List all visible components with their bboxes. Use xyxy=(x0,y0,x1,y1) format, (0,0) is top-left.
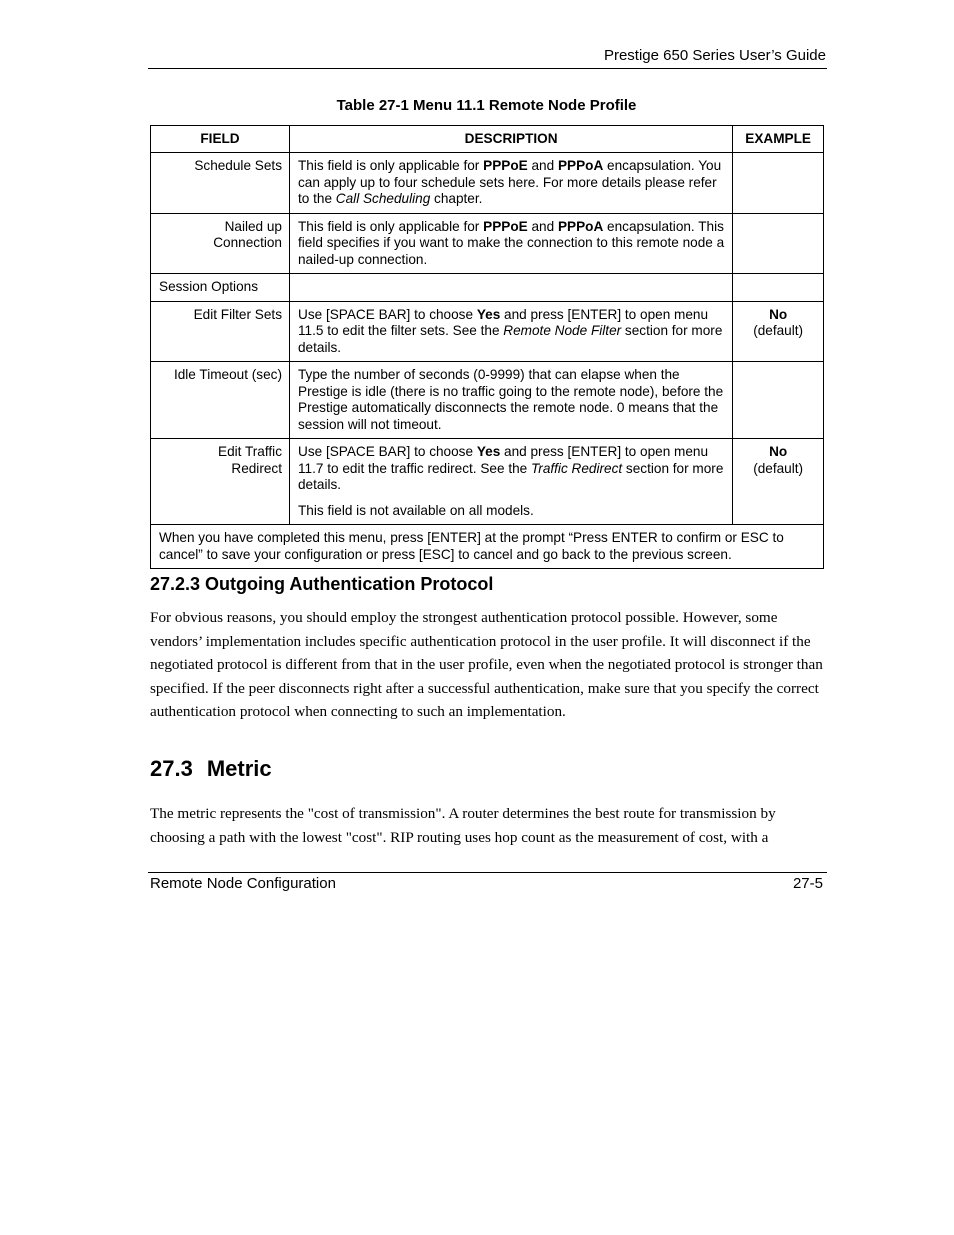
section-paragraph-metric: The metric represents the "cost of transmission". A router determines the best route for transmission by choosing a path with the lowest "cost". RIP routing uses hop count as the measurement of cost, with a xyxy=(150,805,776,846)
table-row xyxy=(151,213,824,274)
example-note: (default) xyxy=(753,460,804,476)
remote-node-profile-table xyxy=(150,125,824,569)
footer-page-number: 27-5 xyxy=(792,875,823,892)
table-footer-note: When you have completed this menu, press [ENTER] at the prompt “Press ENTER to confirm or ESC to cancel” to save your configuration or press [ESC] to cancel and go back to the previous screen. xyxy=(151,525,824,569)
desc-text: encapsulation. You can apply up to four schedule sets here. For more details please refer to the xyxy=(298,158,722,206)
field-cell xyxy=(151,274,290,302)
desc-text: encapsulation. This field specifies if you want to make the connection to this remote node a nailed-up connection. xyxy=(298,218,725,267)
field-label: Schedule Sets xyxy=(194,158,282,173)
description-cell xyxy=(290,362,733,439)
footer-divider xyxy=(148,872,827,873)
table-row xyxy=(151,274,824,302)
field-cell xyxy=(151,213,290,274)
field-cell xyxy=(151,301,290,362)
section-paragraph-outgoing-auth: For obvious reasons, you should employ the strongest authentication protocol possible. However, some vendors’ implementation includes specific authentication protocol in the user profile. It will disconnect if the negotiated protocol is different from that in the user profile, even when the negotiated protocol is stronger than specified. If the peer disconnects right after a successful authentication, make sure that you specify the correct authentication protocol when connecting to such an implementation. xyxy=(150,609,823,720)
example-cell xyxy=(733,301,824,362)
desc-bold: PPPoE xyxy=(483,158,528,173)
desc-text: This field is only applicable for xyxy=(298,218,484,234)
desc-text: and press [ENTER] to open menu 11.7 to edit the traffic redirect. See the xyxy=(298,444,709,476)
column-header-example: EXAMPLE xyxy=(733,126,824,153)
header-divider xyxy=(148,68,827,69)
field-label: Connection xyxy=(213,235,282,250)
running-header: Prestige 650 Series User’s Guide xyxy=(603,47,826,64)
desc-text: Type the number of seconds (0-9999) that can elapse when the Prestige is idle (there is no traffic going to the remote node), before the Prestige automatically disconnects the remote node. 0 means that the session will not timeout. xyxy=(298,367,724,432)
field-label: Redirect xyxy=(231,460,282,476)
table-row xyxy=(151,362,824,439)
field-cell xyxy=(151,439,290,525)
field-label: Edit Filter Sets xyxy=(193,306,282,322)
section-heading-outgoing-auth: 27.2.3 Outgoing Authentication Protocol xyxy=(150,574,494,594)
desc-text: and press [ENTER] to open menu 11.5 to edit the filter sets. See the xyxy=(298,306,709,338)
desc-italic: Remote Node Filter xyxy=(503,323,622,338)
example-cell xyxy=(733,153,824,214)
desc-bold: Yes xyxy=(476,444,501,459)
example-cell xyxy=(733,213,824,274)
description-cell xyxy=(290,274,733,302)
desc-text: and xyxy=(527,158,558,173)
column-header-field: FIELD xyxy=(151,126,290,153)
desc-bold: PPPoA xyxy=(557,218,604,234)
example-note: (default) xyxy=(753,323,804,338)
desc-text: This field is only applicable for xyxy=(298,158,484,173)
desc-note: This field is not available on all models. xyxy=(298,502,534,518)
example-value: No xyxy=(769,444,788,459)
field-label: Nailed up xyxy=(224,218,282,234)
footer-chapter: Remote Node Configuration xyxy=(150,875,336,892)
field-label: Edit Traffic xyxy=(218,444,282,459)
description-cell xyxy=(290,301,733,362)
table-row xyxy=(151,153,824,214)
desc-bold: Yes xyxy=(476,306,501,322)
desc-italic: Call Scheduling xyxy=(335,191,431,206)
table-row xyxy=(151,439,824,525)
example-cell xyxy=(733,362,824,439)
description-cell xyxy=(290,439,733,525)
section-number: 27.3 xyxy=(150,756,193,781)
example-cell xyxy=(733,439,824,525)
description-cell xyxy=(290,153,733,214)
desc-text: section for more details. xyxy=(298,460,724,492)
example-value: No xyxy=(769,306,788,322)
desc-text: and xyxy=(527,218,558,234)
desc-text: chapter. xyxy=(430,191,483,206)
field-label: Session Options xyxy=(159,279,258,294)
section-title: Metric xyxy=(206,756,272,781)
column-header-description: DESCRIPTION xyxy=(290,126,733,153)
table-header-row xyxy=(151,126,824,153)
field-label: Idle Timeout (sec) xyxy=(173,367,282,382)
desc-text: section for more details. xyxy=(298,323,723,355)
desc-text: Use [SPACE BAR] to choose xyxy=(298,306,477,322)
field-cell xyxy=(151,153,290,214)
desc-text: Use [SPACE BAR] to choose xyxy=(298,444,477,459)
table-row xyxy=(151,301,824,362)
desc-italic: Traffic Redirect xyxy=(531,460,623,476)
desc-bold: PPPoA xyxy=(557,158,604,173)
example-cell xyxy=(733,274,824,302)
table-footer-row xyxy=(151,525,824,569)
desc-bold: PPPoE xyxy=(483,218,528,234)
field-cell xyxy=(151,362,290,439)
section-heading-metric xyxy=(150,756,272,782)
table-caption: Table 27-1 Menu 11.1 Remote Node Profile xyxy=(336,97,637,114)
description-cell xyxy=(290,213,733,274)
